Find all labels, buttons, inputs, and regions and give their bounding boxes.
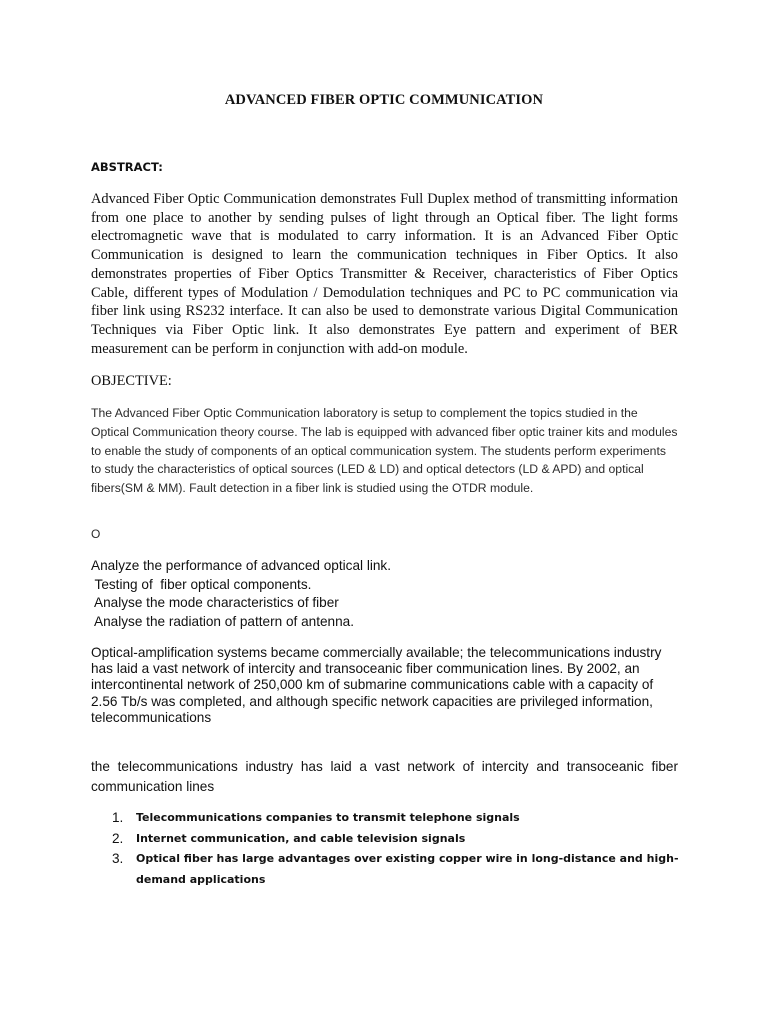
document-title: ADVANCED FIBER OPTIC COMMUNICATION <box>224 92 544 108</box>
abstract-paragraph: Advanced Fiber Optic Communication demonstrates Full Duplex method of transmitting information from one place to another by sending pulses of light through an Optical fiber. The light forms electromagnetic wave that is modulated to carry information. It is an Advanced Fiber Optic Communication is designed to learn the communication techniques in Fiber Optics. It also demonstrates properties of Fiber Optics Transmitter & Receiver, characteristics of Fiber Optics Cable, different types of Modulation / Demodulation techniques and PC to PC communication via fiber link using RS232 interface. It can also be used to demonstrate various Digital Communication Techniques via Fiber Optic link. It also demonstrates Eye pattern and experiment of BER measurement can be perform in conjunction with add-on module. <box>91 191 678 357</box>
abstract-heading: ABSTRACT: <box>91 160 163 174</box>
list-item <box>112 849 682 890</box>
telecom-paragraph: the telecommunications industry has laid a vast network of intercity and transoceanic fiber communication lines <box>91 759 678 794</box>
aims-list <box>91 557 681 631</box>
aim-item: Testing of fiber optical components. <box>91 576 312 592</box>
stray-letter: O <box>91 527 101 541</box>
list-number: 1. <box>112 810 124 825</box>
list-item-text: Telecommunications companies to transmit telephone signals <box>136 811 520 824</box>
list-item <box>112 808 682 829</box>
aim-item: Analyse the radiation of pattern of antenna. <box>91 613 355 629</box>
objective-paragraph: The Advanced Fiber Optic Communication laboratory is setup to complement the topics studied in the Optical Communication theory course. The lab is equipped with advanced fiber optic trainer kits and modules to enable the study of components of an optical communication system. The students perform experiments to study the characteristics of optical sources (LED & LD) and optical detectors (LD & APD) and optical fibers(SM & MM). Fault detection in a fiber link is studied using the OTDR module. <box>91 406 678 496</box>
list-item-text: Optical fiber has large advantages over existing copper wire in long-distance and high-demand applications <box>136 852 679 886</box>
optical-amplification-paragraph: Optical-amplification systems became commercially available; the telecommunications industry has laid a vast network of intercity and transoceanic fiber communication lines. By 2002, an intercontinental network of 250,000 km of submarine communications cable with a capacity of 2.56 Tb/s was completed, and although specific network capacities are privileged information, telecommunications <box>91 645 662 725</box>
list-number: 3. <box>112 851 124 866</box>
objective-heading: OBJECTIVE: <box>91 373 172 389</box>
list-number: 2. <box>112 830 124 846</box>
aim-item: Analyze the performance of advanced optical link. <box>91 558 391 573</box>
list-item-text: Internet communication, and cable television signals <box>136 831 466 845</box>
list-item <box>112 829 682 850</box>
numbered-list <box>112 808 682 890</box>
aim-item: Analyse the mode characteristics of fiber <box>91 595 339 610</box>
